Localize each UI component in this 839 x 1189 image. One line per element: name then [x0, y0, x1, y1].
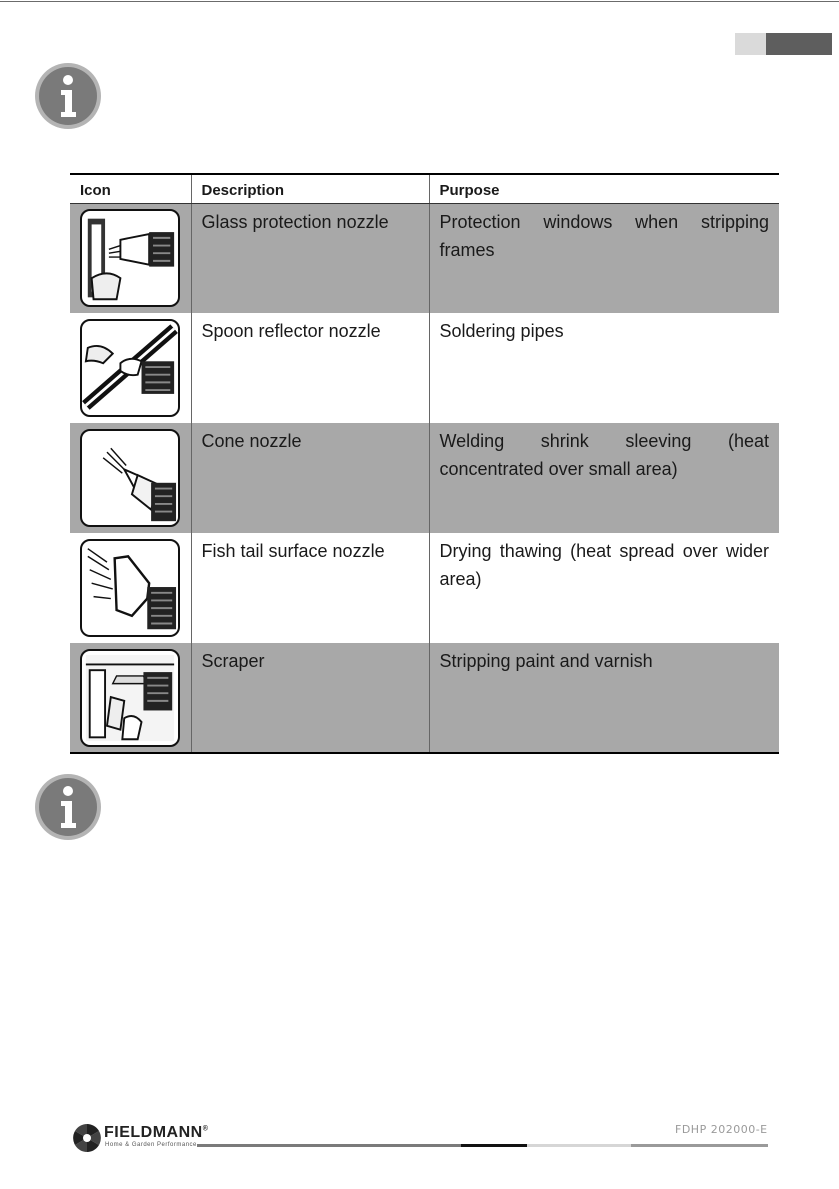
page-tab-light	[735, 33, 766, 55]
brand-tagline: Home & Garden Performance	[105, 1142, 197, 1148]
icon-cell	[70, 203, 191, 313]
table-row	[70, 533, 779, 643]
row-purpose: Soldering pipes	[429, 313, 779, 423]
document-code: FDHP 202000-E	[675, 1123, 768, 1136]
header-description: Description	[191, 174, 429, 203]
table-header-row	[70, 174, 779, 203]
row-description: Scraper	[191, 643, 429, 753]
row-description: Glass protection nozzle	[191, 203, 429, 313]
fish-tail-nozzle-icon	[80, 539, 180, 637]
fieldmann-logo-icon	[72, 1123, 102, 1153]
table-row	[70, 203, 779, 313]
row-purpose: Protection windows when stripping frames	[429, 203, 779, 313]
info-icon	[34, 773, 102, 841]
page-tab-dark	[766, 33, 832, 55]
table-row	[70, 423, 779, 533]
row-description: Cone nozzle	[191, 423, 429, 533]
row-description: Fish tail surface nozzle	[191, 533, 429, 643]
header-purpose: Purpose	[429, 174, 779, 203]
footer-rule-segment	[197, 1144, 461, 1147]
row-purpose: Welding shrink sleeving (heat concentrated over small area)	[429, 423, 779, 533]
brand-name: FIELDMANN®	[104, 1124, 209, 1141]
scraper-icon	[80, 649, 180, 747]
table-row	[70, 643, 779, 753]
row-description: Spoon reflector nozzle	[191, 313, 429, 423]
cone-nozzle-icon	[80, 429, 180, 527]
row-purpose: Drying thawing (heat spread over wider area)	[429, 533, 779, 643]
nozzle-table	[70, 173, 779, 754]
footer-rule-segment	[527, 1144, 631, 1147]
footer-rule-segment	[461, 1144, 527, 1147]
icon-cell	[70, 423, 191, 533]
top-rule	[0, 1, 839, 2]
icon-cell	[70, 643, 191, 753]
spoon-reflector-nozzle-icon	[80, 319, 180, 417]
table-row	[70, 313, 779, 423]
row-purpose: Stripping paint and varnish	[429, 643, 779, 753]
info-icon	[34, 62, 102, 130]
footer-rule-segment	[631, 1144, 768, 1147]
icon-cell	[70, 533, 191, 643]
icon-cell	[70, 313, 191, 423]
header-icon: Icon	[70, 174, 191, 203]
glass-protection-nozzle-icon	[80, 209, 180, 307]
